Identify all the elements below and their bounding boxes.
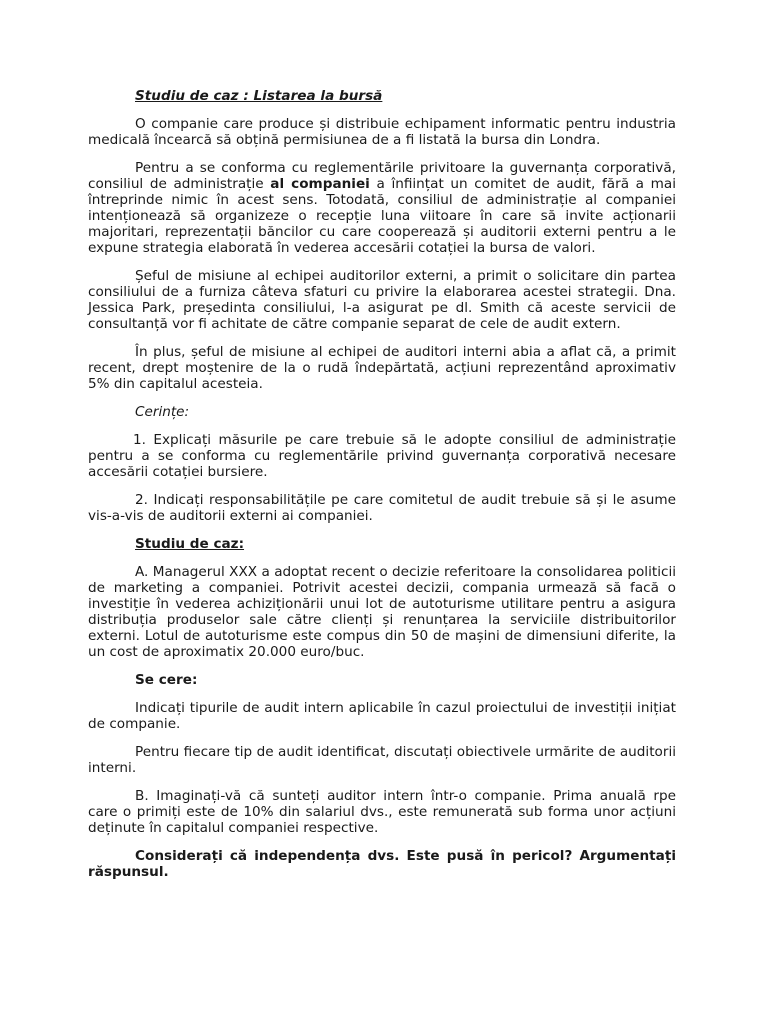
case-study-2-title-text: Studiu de caz: <box>135 536 245 552</box>
se-cere-heading <box>88 672 676 688</box>
paragraph-mission-head: Șeful de misiune al echipei auditorilor externi, a primit o solicitare din partea consiliului de a furniza câteva sfaturi cu privire la elaborarea acestei strategii. Dna. Jessica Park, președinta consiliului, l-a asigurat pe dl. Smith că aceste servicii de consultanță vor fi achitate de către companie separat de cele de audit extern. <box>88 268 676 332</box>
requirement-1: 1. Explicați măsurile pe care trebuie să le adopte consiliul de administrație pentru a se conforma cu reglementările privind guvernanța corporativă necesare accesării cotației bursiere. <box>88 432 676 480</box>
document-page <box>88 88 676 892</box>
se-cere-heading-text: Se cere: <box>135 672 198 688</box>
paragraph-a: A. Managerul XXX a adoptat recent o decizie referitoare la consolidarea politicii de marketing a companiei. Potrivit acestei decizii, compania urmează să facă o investiție în vederea achiziționării unui lot de autoturisme utilitare pentru a asigura distribuția produselor sale către clienți și renunțarea la serviciile distribuitorilor externi. Lotul de autoturisme este compus din 50 de mașini de dimensiuni diferite, la un cost de aproximatix 20.000 euro/buc. <box>88 564 676 660</box>
question-2: Pentru fiecare tip de audit identificat, discutați obiectivele urmărite de auditorii interni. <box>88 744 676 776</box>
requirements-heading-text: Cerințe: <box>135 404 190 420</box>
requirements-heading <box>88 404 676 420</box>
paragraph-governance-part1: Pentru a se conforma cu reglementările privitoare la guvernanța corporativă, consiliul de administrație <box>88 160 676 192</box>
paragraph-governance-bold: al companiei <box>270 176 370 192</box>
final-question: Considerați că independența dvs. Este pusă în pericol? Argumentați răspunsul. <box>88 848 676 880</box>
requirement-2: 2. Indicați responsabilitățile pe care comitetul de audit trebuie să și le asume vis-a-vis de auditorii externi ai companiei. <box>88 492 676 524</box>
paragraph-intro: O companie care produce și distribuie echipament informatic pentru industria medicală încearcă să obțină permisiunea de a fi listată la bursa din Londra. <box>88 116 676 148</box>
paragraph-b: B. Imaginați-vă că sunteți auditor intern într-o companie. Prima anuală rpe care o primiți este de 10% din salariul dvs., este remunerată sub forma unor acțiuni deținute în capitalul companiei respective. <box>88 788 676 836</box>
case-study-1-title <box>88 88 676 104</box>
paragraph-governance-part2: a înființat un comitet de audit, fără a mai întreprinde nimic în acest sens. Totodată, consiliul de administrație al companiei intenționează să organizeze o recepție luna viitoare în care să invite acționarii majoritari, reprezentații băncilor cu care cooperează și auditorii externi pentru a le expune strategia elaborată în vederea accesării cotației la bursa de valori. <box>88 176 676 256</box>
case-study-2-title <box>88 536 676 552</box>
paragraph-inheritance: În plus, șeful de misiune al echipei de auditori interni abia a aflat că, a primit recent, drept moștenire de la o rudă îndepărtată, acțiuni reprezentând aproximativ 5% din capitalul acesteia. <box>88 344 676 392</box>
question-1: Indicați tipurile de audit intern aplicabile în cazul proiectului de investiții inițiat de companie. <box>88 700 676 732</box>
paragraph-governance <box>88 160 676 256</box>
case-study-1-title-text: Studiu de caz : Listarea la bursă <box>135 88 383 104</box>
